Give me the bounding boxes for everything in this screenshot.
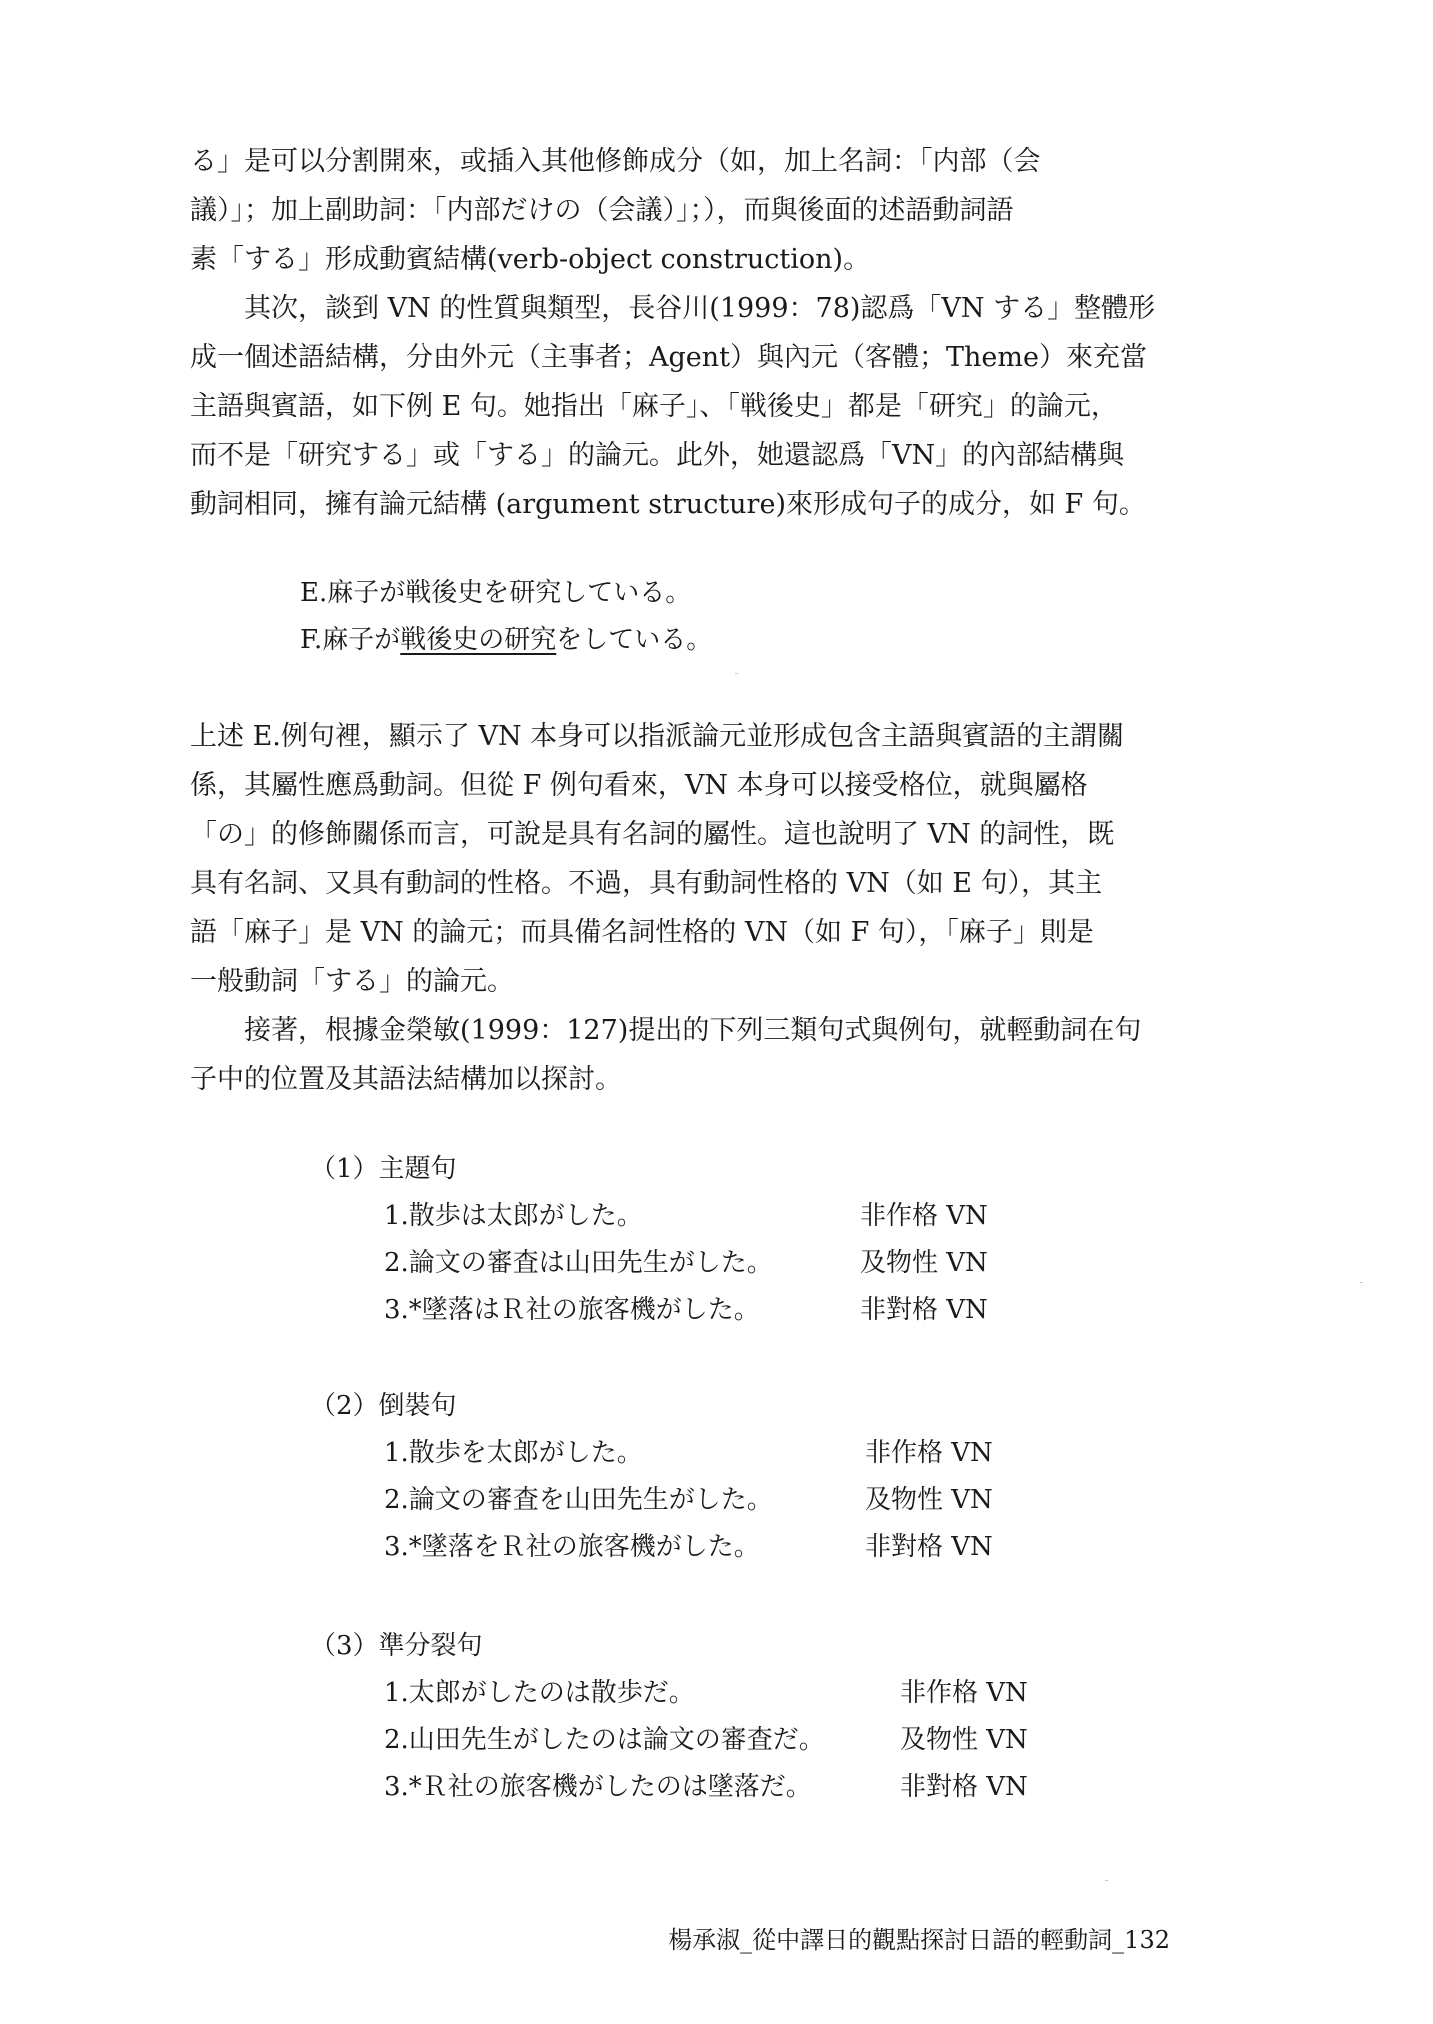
group-row [310,1287,1070,1334]
example-e: E.麻子が戦後史を研究している。 [300,578,692,608]
page-footer: 楊承淑_從中譯日的觀點探討日語的輕動詞_132 [668,1926,1170,1954]
paragraph-2 [190,284,1195,529]
paragraph-line: 主語與賓語，如下例 E 句。她指出「麻子」、「戦後史」都是「研究」的論元， [190,391,1118,422]
paragraph-line: 語「麻子」是 VN 的論元；而具備名詞性格的 VN（如 F 句），「麻子」則是 [190,917,1094,948]
group-row [310,1430,1070,1477]
paragraph-line: 動詞相同，擁有論元結構 (argument structure)來形成句子的成分，如 F 句。 [190,489,1146,520]
example-f-prefix: F.麻子が [300,625,401,655]
paragraph-line: 素「する」形成動賓結構(verb-object construction)。 [190,244,871,275]
example-sentence: 2.論文の審査を山田先生がした。 [384,1485,773,1515]
scan-speck [1360,1282,1363,1283]
vn-type: 非作格 VN [860,1201,988,1231]
vn-type: 非對格 VN [860,1295,988,1325]
example-sentence: 2.山田先生がしたのは論文の審査だ。 [384,1725,825,1755]
paragraph-line: 接著，根據金榮敏(1999：127)提出的下列三類句式與例句，就輕動詞在句 [244,1015,1142,1046]
scan-speck [1105,1880,1108,1881]
example-sentence: 1.散歩を太郎がした。 [384,1438,643,1468]
paragraph-line: 而不是「研究する」或「する」的論元。此外，她還認爲「VN」的內部結構與 [190,440,1125,471]
group-row [310,1524,1070,1571]
paragraph-3 [190,712,1195,1006]
paragraph-line: る」是可以分割開來，或插入其他修飾成分（如，加上名詞：「内部（会 [190,146,1041,177]
paragraph-line: 係，其屬性應爲動詞。但從 F 例句看來，VN 本身可以接受格位，就與屬格 [190,770,1088,801]
vn-type: 及物性 VN [865,1485,993,1515]
group-title: （3）準分裂句 [310,1631,483,1661]
paragraph-line: 其次，談到 VN 的性質與類型，長谷川(1999：78)認爲「VN する」整體形 [244,293,1156,324]
vn-type: 及物性 VN [900,1725,1028,1755]
vn-type: 非作格 VN [900,1678,1028,1708]
paragraph-line: 子中的位置及其語法結構加以探討。 [190,1064,622,1095]
group-row [310,1477,1070,1524]
sentence-group-2 [310,1382,1070,1571]
group-row [310,1670,1070,1717]
group-title: （1）主題句 [310,1154,457,1184]
paragraph-line: 一般動詞「する」的論元。 [190,966,514,997]
vn-type: 非對格 VN [900,1772,1028,1802]
example-f-underlined: 戦後史の研究 [400,625,557,655]
paragraph-line: 具有名詞、又具有動詞的性格。不過，具有動詞性格的 VN（如 E 句），其主 [190,868,1103,899]
group-row [310,1717,1070,1764]
example-sentences [300,570,712,664]
group-title: （2）倒裝句 [310,1391,457,1421]
paragraph-line: 上述 E.例句裡，顯示了 VN 本身可以指派論元並形成包含主語與賓語的主謂關 [190,721,1125,752]
scan-speck [735,673,738,674]
example-f [300,617,712,664]
example-f-suffix: をしている。 [556,625,713,655]
example-sentence: 1.散歩は太郎がした。 [384,1201,643,1231]
sentence-group-1 [310,1145,1070,1334]
example-sentence: 3.*墜落はＲ社の旅客機がした。 [384,1295,760,1325]
paragraph-4 [190,1006,1195,1104]
paragraph-line: 「の」的修飾關係而言，可說是具有名詞的屬性。這也說明了 VN 的詞性，既 [190,819,1115,850]
vn-type: 非對格 VN [865,1532,993,1562]
vn-type: 及物性 VN [860,1248,988,1278]
example-sentence: 1.太郎がしたのは散歩だ。 [384,1678,695,1708]
group-row [310,1193,1070,1240]
vn-type: 非作格 VN [865,1438,993,1468]
group-row [310,1240,1070,1287]
paragraph-1 [190,137,1195,284]
sentence-group-3 [310,1622,1070,1811]
paragraph-line: 議）」；加上副助詞：「内部だけの（会議）」；），而與後面的述語動詞語 [190,195,1014,226]
group-row [310,1764,1070,1811]
example-sentence: 3.*Ｒ社の旅客機がしたのは墜落だ。 [384,1772,812,1802]
example-sentence: 3.*墜落をＲ社の旅客機がした。 [384,1532,760,1562]
paragraph-line: 成一個述語結構，分由外元（主事者；Agent）與內元（客體；Theme）來充當 [190,342,1147,373]
example-sentence: 2.論文の審査は山田先生がした。 [384,1248,773,1278]
